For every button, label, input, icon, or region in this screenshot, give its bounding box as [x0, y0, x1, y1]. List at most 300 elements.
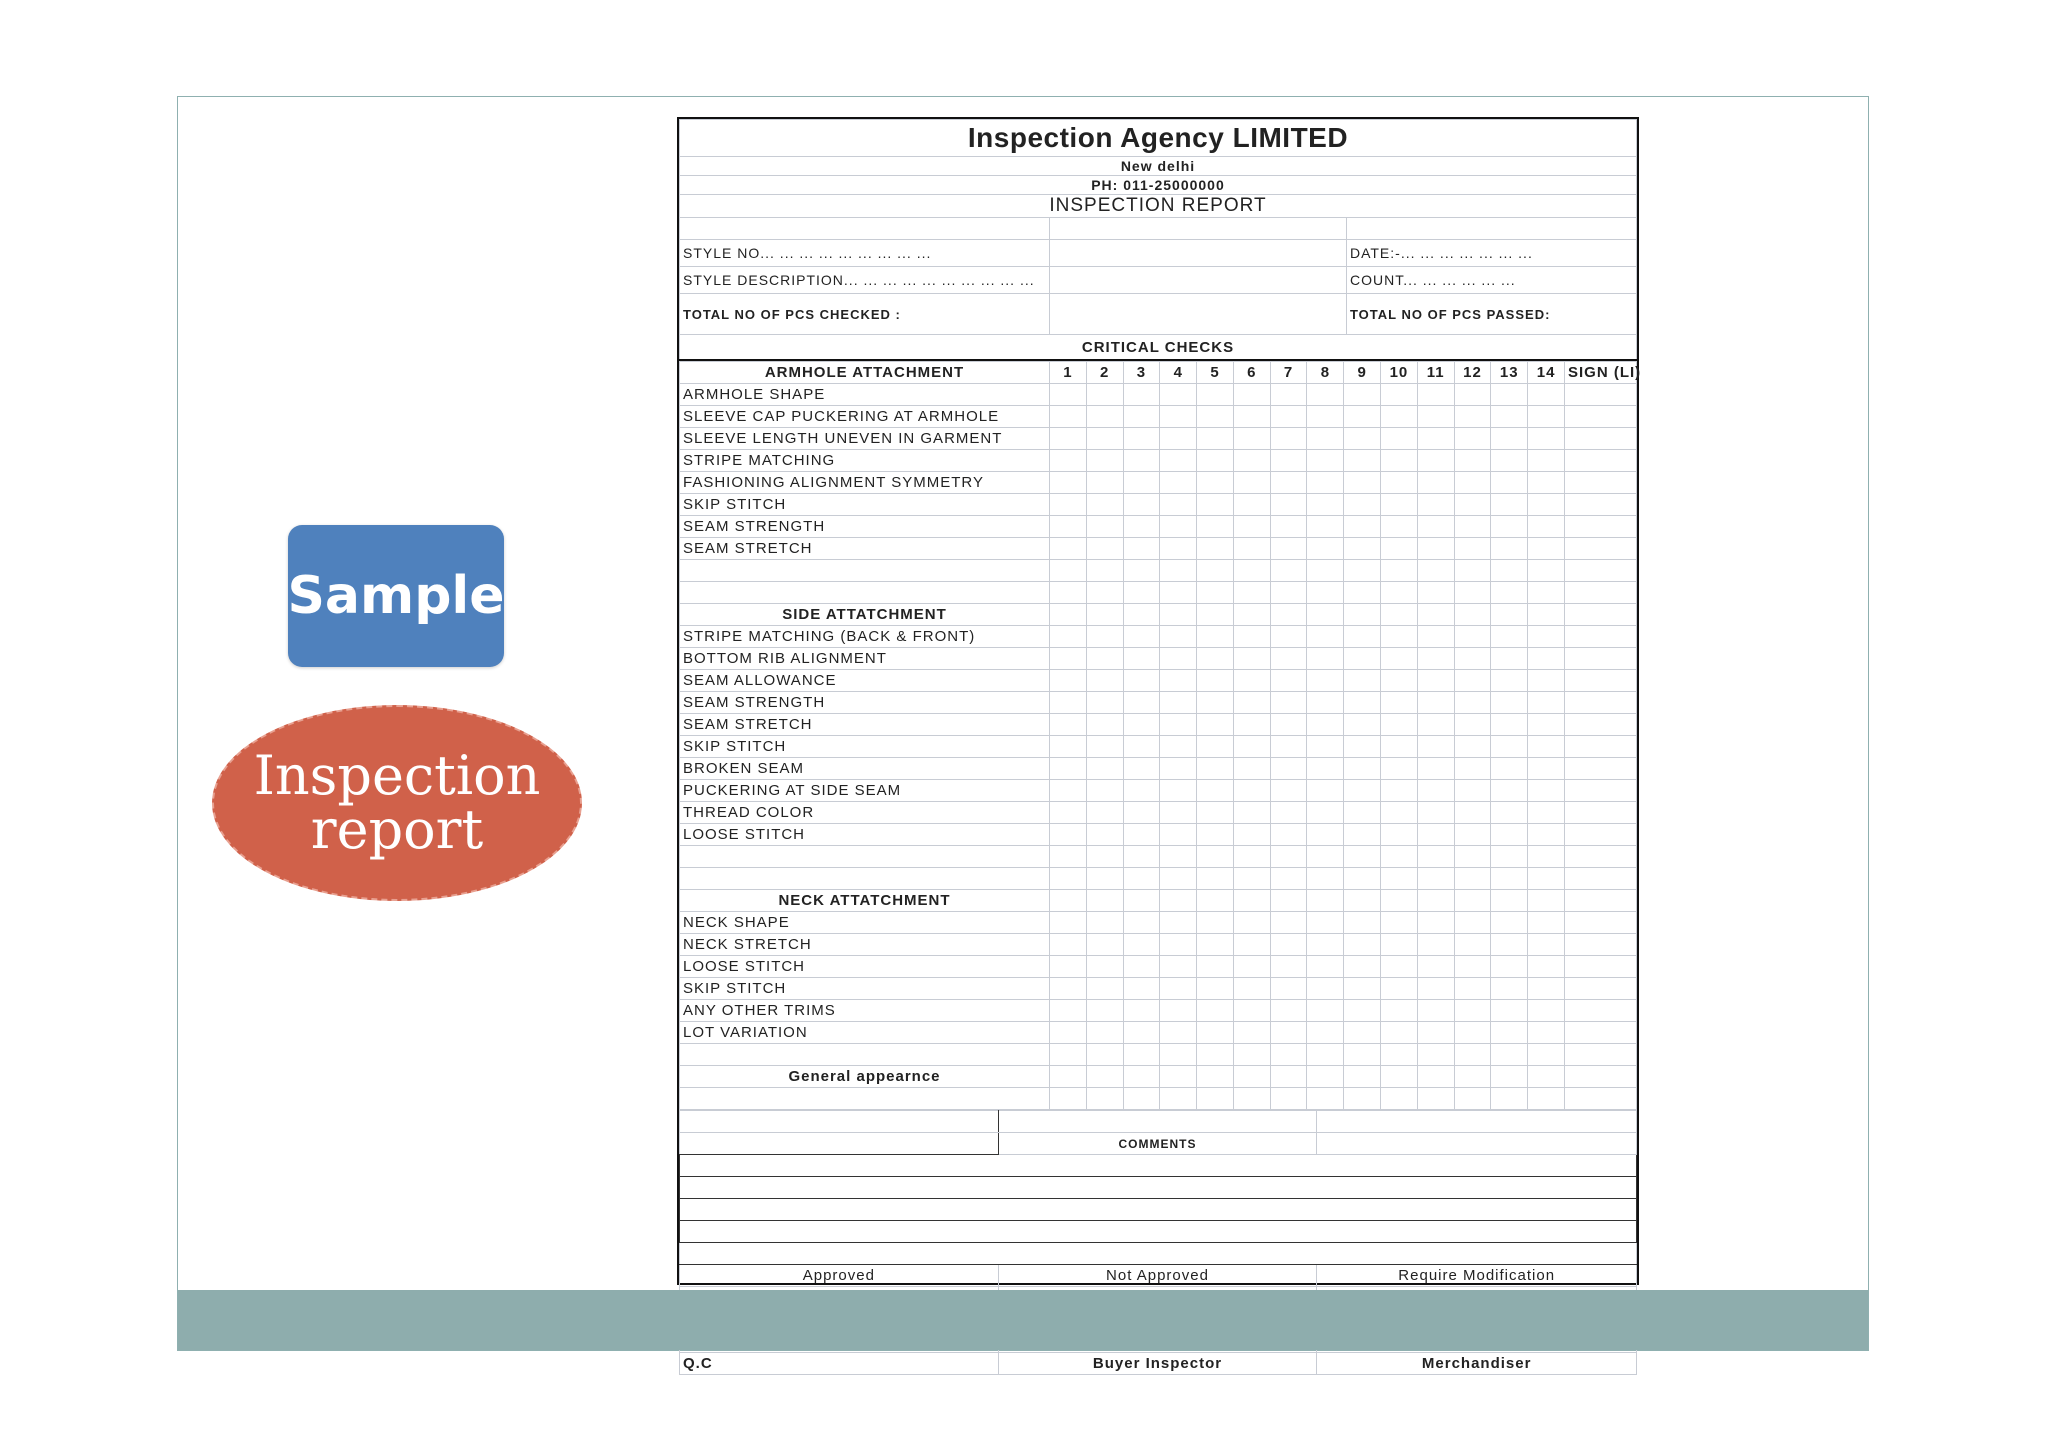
check-cell[interactable]	[1050, 472, 1087, 494]
check-cell[interactable]	[1160, 1044, 1197, 1066]
check-cell[interactable]	[1565, 648, 1637, 670]
check-cell[interactable]	[1050, 956, 1087, 978]
check-cell[interactable]	[1417, 538, 1454, 560]
check-cell[interactable]	[1528, 560, 1565, 582]
check-cell[interactable]	[1491, 1088, 1528, 1110]
check-cell[interactable]	[1307, 802, 1344, 824]
check-cell[interactable]	[1160, 648, 1197, 670]
check-cell[interactable]	[1233, 516, 1270, 538]
check-cell[interactable]	[1417, 516, 1454, 538]
check-cell[interactable]	[1344, 648, 1381, 670]
check-cell[interactable]	[1123, 868, 1160, 890]
check-cell[interactable]	[1417, 824, 1454, 846]
check-cell[interactable]	[1233, 450, 1270, 472]
check-cell[interactable]	[1307, 890, 1344, 912]
check-cell[interactable]	[1528, 648, 1565, 670]
check-cell[interactable]	[1417, 670, 1454, 692]
check-cell[interactable]	[1197, 912, 1234, 934]
check-cell[interactable]	[1050, 560, 1087, 582]
check-cell[interactable]	[1417, 934, 1454, 956]
check-cell[interactable]	[1307, 1000, 1344, 1022]
check-cell[interactable]	[1417, 736, 1454, 758]
check-cell[interactable]	[1123, 648, 1160, 670]
check-cell[interactable]	[1123, 758, 1160, 780]
check-cell[interactable]	[1197, 824, 1234, 846]
check-cell[interactable]	[1491, 846, 1528, 868]
check-cell[interactable]	[1491, 868, 1528, 890]
check-cell[interactable]	[1344, 582, 1381, 604]
check-cell[interactable]	[1307, 538, 1344, 560]
check-cell[interactable]	[1160, 780, 1197, 802]
check-cell[interactable]	[1491, 648, 1528, 670]
check-cell[interactable]	[1528, 450, 1565, 472]
check-cell[interactable]	[1050, 912, 1087, 934]
check-cell[interactable]	[1270, 648, 1307, 670]
check-cell[interactable]	[1307, 824, 1344, 846]
check-cell[interactable]	[1528, 758, 1565, 780]
check-cell[interactable]	[1417, 428, 1454, 450]
check-cell[interactable]	[1197, 516, 1234, 538]
check-cell[interactable]	[1344, 1022, 1381, 1044]
check-cell[interactable]	[1565, 758, 1637, 780]
check-cell[interactable]	[1233, 494, 1270, 516]
check-cell[interactable]	[1491, 758, 1528, 780]
check-cell[interactable]	[1381, 956, 1418, 978]
check-cell[interactable]	[1454, 780, 1491, 802]
check-cell[interactable]	[1417, 890, 1454, 912]
check-cell[interactable]	[1491, 516, 1528, 538]
check-cell[interactable]	[1160, 450, 1197, 472]
check-cell[interactable]	[1270, 868, 1307, 890]
check-cell[interactable]	[1491, 978, 1528, 1000]
check-cell[interactable]	[1381, 802, 1418, 824]
check-cell[interactable]	[1491, 1044, 1528, 1066]
check-cell[interactable]	[1307, 978, 1344, 1000]
check-cell[interactable]	[1233, 758, 1270, 780]
check-cell[interactable]	[1197, 692, 1234, 714]
check-cell[interactable]	[1197, 626, 1234, 648]
check-cell[interactable]	[1197, 714, 1234, 736]
check-cell[interactable]	[1233, 846, 1270, 868]
check-cell[interactable]	[1197, 428, 1234, 450]
check-cell[interactable]	[1233, 802, 1270, 824]
check-cell[interactable]	[1417, 1022, 1454, 1044]
check-cell[interactable]	[1528, 736, 1565, 758]
check-cell[interactable]	[1270, 538, 1307, 560]
check-cell[interactable]	[1307, 1022, 1344, 1044]
check-cell[interactable]	[1270, 670, 1307, 692]
check-cell[interactable]	[1307, 956, 1344, 978]
check-cell[interactable]	[1381, 758, 1418, 780]
check-cell[interactable]	[1491, 560, 1528, 582]
check-cell[interactable]	[1123, 472, 1160, 494]
check-cell[interactable]	[1381, 1066, 1418, 1088]
check-cell[interactable]	[1270, 604, 1307, 626]
check-cell[interactable]	[1565, 670, 1637, 692]
check-cell[interactable]	[1050, 1022, 1087, 1044]
check-cell[interactable]	[1086, 956, 1123, 978]
check-cell[interactable]	[1381, 626, 1418, 648]
check-cell[interactable]	[1344, 758, 1381, 780]
check-cell[interactable]	[1233, 538, 1270, 560]
check-cell[interactable]	[1528, 406, 1565, 428]
check-cell[interactable]	[1528, 494, 1565, 516]
check-cell[interactable]	[1123, 560, 1160, 582]
check-cell[interactable]	[1270, 472, 1307, 494]
check-cell[interactable]	[1417, 714, 1454, 736]
check-cell[interactable]	[1123, 890, 1160, 912]
check-cell[interactable]	[1344, 868, 1381, 890]
check-cell[interactable]	[1454, 1000, 1491, 1022]
check-cell[interactable]	[1491, 934, 1528, 956]
check-cell[interactable]	[1160, 912, 1197, 934]
check-cell[interactable]	[1381, 714, 1418, 736]
check-cell[interactable]	[1123, 824, 1160, 846]
check-cell[interactable]	[1417, 978, 1454, 1000]
check-cell[interactable]	[1270, 890, 1307, 912]
check-cell[interactable]	[1344, 494, 1381, 516]
check-cell[interactable]	[1050, 582, 1087, 604]
check-cell[interactable]	[1086, 384, 1123, 406]
check-cell[interactable]	[1307, 560, 1344, 582]
check-cell[interactable]	[1123, 538, 1160, 560]
check-cell[interactable]	[1160, 934, 1197, 956]
check-cell[interactable]	[1086, 714, 1123, 736]
check-cell[interactable]	[1565, 890, 1637, 912]
check-cell[interactable]	[1123, 406, 1160, 428]
check-cell[interactable]	[1344, 604, 1381, 626]
check-cell[interactable]	[1307, 912, 1344, 934]
check-cell[interactable]	[1565, 912, 1637, 934]
check-cell[interactable]	[1344, 846, 1381, 868]
check-cell[interactable]	[1454, 824, 1491, 846]
check-cell[interactable]	[1491, 1066, 1528, 1088]
check-cell[interactable]	[1528, 582, 1565, 604]
check-cell[interactable]	[1565, 736, 1637, 758]
check-cell[interactable]	[1233, 934, 1270, 956]
check-cell[interactable]	[1381, 450, 1418, 472]
check-cell[interactable]	[1344, 934, 1381, 956]
check-cell[interactable]	[1270, 1088, 1307, 1110]
check-cell[interactable]	[1086, 406, 1123, 428]
check-cell[interactable]	[1160, 846, 1197, 868]
check-cell[interactable]	[1123, 1000, 1160, 1022]
check-cell[interactable]	[1344, 1088, 1381, 1110]
check-cell[interactable]	[1307, 450, 1344, 472]
check-cell[interactable]	[1344, 802, 1381, 824]
check-cell[interactable]	[1565, 956, 1637, 978]
check-cell[interactable]	[1307, 780, 1344, 802]
check-cell[interactable]	[1344, 780, 1381, 802]
check-cell[interactable]	[1381, 1044, 1418, 1066]
check-cell[interactable]	[1270, 406, 1307, 428]
check-cell[interactable]	[1197, 1066, 1234, 1088]
check-cell[interactable]	[1086, 450, 1123, 472]
check-cell[interactable]	[1270, 758, 1307, 780]
check-cell[interactable]	[1344, 384, 1381, 406]
check-cell[interactable]	[1344, 978, 1381, 1000]
check-cell[interactable]	[1307, 758, 1344, 780]
check-cell[interactable]	[1270, 516, 1307, 538]
check-cell[interactable]	[1050, 538, 1087, 560]
check-cell[interactable]	[1344, 824, 1381, 846]
check-cell[interactable]	[1344, 538, 1381, 560]
check-cell[interactable]	[1528, 802, 1565, 824]
check-cell[interactable]	[1417, 384, 1454, 406]
check-cell[interactable]	[1381, 1000, 1418, 1022]
check-cell[interactable]	[1565, 604, 1637, 626]
check-cell[interactable]	[1454, 472, 1491, 494]
check-cell[interactable]	[1565, 406, 1637, 428]
check-cell[interactable]	[1381, 582, 1418, 604]
check-cell[interactable]	[1050, 428, 1087, 450]
check-cell[interactable]	[1491, 604, 1528, 626]
check-cell[interactable]	[1454, 450, 1491, 472]
check-cell[interactable]	[1344, 1044, 1381, 1066]
check-cell[interactable]	[1086, 538, 1123, 560]
check-cell[interactable]	[1491, 1000, 1528, 1022]
check-cell[interactable]	[1086, 890, 1123, 912]
check-cell[interactable]	[1454, 670, 1491, 692]
check-cell[interactable]	[1050, 450, 1087, 472]
check-cell[interactable]	[1270, 1066, 1307, 1088]
check-cell[interactable]	[1307, 428, 1344, 450]
check-cell[interactable]	[1050, 384, 1087, 406]
check-cell[interactable]	[1123, 956, 1160, 978]
check-cell[interactable]	[1381, 736, 1418, 758]
check-cell[interactable]	[1565, 1000, 1637, 1022]
check-cell[interactable]	[1417, 450, 1454, 472]
check-cell[interactable]	[1123, 670, 1160, 692]
check-cell[interactable]	[1160, 1088, 1197, 1110]
check-cell[interactable]	[1344, 1066, 1381, 1088]
check-cell[interactable]	[1197, 1044, 1234, 1066]
check-cell[interactable]	[1270, 978, 1307, 1000]
check-cell[interactable]	[1491, 626, 1528, 648]
check-cell[interactable]	[1123, 802, 1160, 824]
check-cell[interactable]	[1160, 626, 1197, 648]
check-cell[interactable]	[1454, 604, 1491, 626]
check-cell[interactable]	[1086, 1066, 1123, 1088]
check-cell[interactable]	[1454, 516, 1491, 538]
check-cell[interactable]	[1454, 1066, 1491, 1088]
check-cell[interactable]	[1197, 1088, 1234, 1110]
check-cell[interactable]	[1565, 846, 1637, 868]
check-cell[interactable]	[1123, 978, 1160, 1000]
check-cell[interactable]	[1565, 516, 1637, 538]
check-cell[interactable]	[1233, 736, 1270, 758]
check-cell[interactable]	[1160, 1000, 1197, 1022]
check-cell[interactable]	[1086, 648, 1123, 670]
check-cell[interactable]	[1233, 714, 1270, 736]
check-cell[interactable]	[1381, 780, 1418, 802]
check-cell[interactable]	[1086, 824, 1123, 846]
check-cell[interactable]	[1491, 780, 1528, 802]
check-cell[interactable]	[1307, 582, 1344, 604]
check-cell[interactable]	[1086, 560, 1123, 582]
check-cell[interactable]	[1270, 626, 1307, 648]
check-cell[interactable]	[1050, 648, 1087, 670]
check-cell[interactable]	[1123, 1088, 1160, 1110]
check-cell[interactable]	[1123, 912, 1160, 934]
check-cell[interactable]	[1086, 472, 1123, 494]
check-cell[interactable]	[1233, 648, 1270, 670]
check-cell[interactable]	[1197, 648, 1234, 670]
check-cell[interactable]	[1050, 714, 1087, 736]
check-cell[interactable]	[1050, 604, 1087, 626]
check-cell[interactable]	[1565, 714, 1637, 736]
check-cell[interactable]	[1270, 450, 1307, 472]
check-cell[interactable]	[1086, 1088, 1123, 1110]
check-cell[interactable]	[1565, 384, 1637, 406]
check-cell[interactable]	[1086, 978, 1123, 1000]
check-cell[interactable]	[1233, 406, 1270, 428]
check-cell[interactable]	[1417, 560, 1454, 582]
check-cell[interactable]	[1528, 714, 1565, 736]
check-cell[interactable]	[1565, 692, 1637, 714]
check-cell[interactable]	[1528, 1000, 1565, 1022]
check-cell[interactable]	[1086, 516, 1123, 538]
check-cell[interactable]	[1233, 868, 1270, 890]
check-cell[interactable]	[1381, 428, 1418, 450]
check-cell[interactable]	[1050, 670, 1087, 692]
check-cell[interactable]	[1270, 934, 1307, 956]
check-cell[interactable]	[1270, 1022, 1307, 1044]
check-cell[interactable]	[1417, 626, 1454, 648]
check-cell[interactable]	[1565, 1088, 1637, 1110]
check-cell[interactable]	[1270, 1044, 1307, 1066]
check-cell[interactable]	[1528, 692, 1565, 714]
check-cell[interactable]	[1123, 714, 1160, 736]
check-cell[interactable]	[1344, 626, 1381, 648]
check-cell[interactable]	[1417, 692, 1454, 714]
check-cell[interactable]	[1381, 472, 1418, 494]
check-cell[interactable]	[1565, 450, 1637, 472]
check-cell[interactable]	[1454, 978, 1491, 1000]
check-cell[interactable]	[1270, 692, 1307, 714]
check-cell[interactable]	[1491, 824, 1528, 846]
check-cell[interactable]	[1123, 846, 1160, 868]
check-cell[interactable]	[1123, 780, 1160, 802]
check-cell[interactable]	[1381, 868, 1418, 890]
check-cell[interactable]	[1233, 626, 1270, 648]
check-cell[interactable]	[1528, 868, 1565, 890]
check-cell[interactable]	[1491, 472, 1528, 494]
check-cell[interactable]	[1454, 692, 1491, 714]
check-cell[interactable]	[1454, 582, 1491, 604]
check-cell[interactable]	[1160, 692, 1197, 714]
check-cell[interactable]	[1050, 780, 1087, 802]
check-cell[interactable]	[1381, 538, 1418, 560]
check-cell[interactable]	[1344, 714, 1381, 736]
check-cell[interactable]	[1123, 1066, 1160, 1088]
check-cell[interactable]	[1491, 450, 1528, 472]
check-cell[interactable]	[1454, 384, 1491, 406]
check-cell[interactable]	[1270, 780, 1307, 802]
check-cell[interactable]	[1454, 846, 1491, 868]
check-cell[interactable]	[1344, 692, 1381, 714]
check-cell[interactable]	[1381, 912, 1418, 934]
check-cell[interactable]	[1491, 736, 1528, 758]
check-cell[interactable]	[1160, 538, 1197, 560]
check-cell[interactable]	[1417, 1088, 1454, 1110]
check-cell[interactable]	[1123, 934, 1160, 956]
check-cell[interactable]	[1454, 626, 1491, 648]
check-cell[interactable]	[1160, 428, 1197, 450]
check-cell[interactable]	[1454, 802, 1491, 824]
check-cell[interactable]	[1270, 824, 1307, 846]
check-cell[interactable]	[1123, 626, 1160, 648]
check-cell[interactable]	[1123, 450, 1160, 472]
check-cell[interactable]	[1344, 912, 1381, 934]
check-cell[interactable]	[1381, 1088, 1418, 1110]
check-cell[interactable]	[1233, 824, 1270, 846]
check-cell[interactable]	[1050, 890, 1087, 912]
check-cell[interactable]	[1123, 692, 1160, 714]
check-cell[interactable]	[1344, 670, 1381, 692]
check-cell[interactable]	[1454, 406, 1491, 428]
check-cell[interactable]	[1197, 1000, 1234, 1022]
check-cell[interactable]	[1233, 978, 1270, 1000]
check-cell[interactable]	[1270, 956, 1307, 978]
check-cell[interactable]	[1454, 890, 1491, 912]
check-cell[interactable]	[1417, 1066, 1454, 1088]
check-cell[interactable]	[1528, 472, 1565, 494]
check-cell[interactable]	[1050, 626, 1087, 648]
check-cell[interactable]	[1381, 934, 1418, 956]
check-cell[interactable]	[1050, 1044, 1087, 1066]
check-cell[interactable]	[1528, 912, 1565, 934]
check-cell[interactable]	[1050, 692, 1087, 714]
check-cell[interactable]	[1050, 494, 1087, 516]
check-cell[interactable]	[1417, 780, 1454, 802]
check-cell[interactable]	[1233, 472, 1270, 494]
check-cell[interactable]	[1307, 714, 1344, 736]
check-cell[interactable]	[1381, 824, 1418, 846]
check-cell[interactable]	[1307, 648, 1344, 670]
check-cell[interactable]	[1270, 846, 1307, 868]
check-cell[interactable]	[1050, 802, 1087, 824]
check-cell[interactable]	[1233, 428, 1270, 450]
check-cell[interactable]	[1197, 1022, 1234, 1044]
check-cell[interactable]	[1528, 978, 1565, 1000]
check-cell[interactable]	[1197, 780, 1234, 802]
check-cell[interactable]	[1086, 428, 1123, 450]
check-cell[interactable]	[1565, 824, 1637, 846]
check-cell[interactable]	[1050, 846, 1087, 868]
check-cell[interactable]	[1344, 428, 1381, 450]
check-cell[interactable]	[1491, 714, 1528, 736]
check-cell[interactable]	[1050, 1066, 1087, 1088]
check-cell[interactable]	[1086, 670, 1123, 692]
check-cell[interactable]	[1454, 1022, 1491, 1044]
check-cell[interactable]	[1417, 912, 1454, 934]
check-cell[interactable]	[1528, 1066, 1565, 1088]
check-cell[interactable]	[1197, 384, 1234, 406]
check-cell[interactable]	[1050, 406, 1087, 428]
check-cell[interactable]	[1160, 384, 1197, 406]
check-cell[interactable]	[1233, 1044, 1270, 1066]
check-cell[interactable]	[1233, 912, 1270, 934]
check-cell[interactable]	[1160, 714, 1197, 736]
check-cell[interactable]	[1565, 1066, 1637, 1088]
check-cell[interactable]	[1086, 802, 1123, 824]
check-cell[interactable]	[1381, 406, 1418, 428]
check-cell[interactable]	[1381, 384, 1418, 406]
check-cell[interactable]	[1454, 714, 1491, 736]
check-cell[interactable]	[1307, 1044, 1344, 1066]
check-cell[interactable]	[1417, 494, 1454, 516]
